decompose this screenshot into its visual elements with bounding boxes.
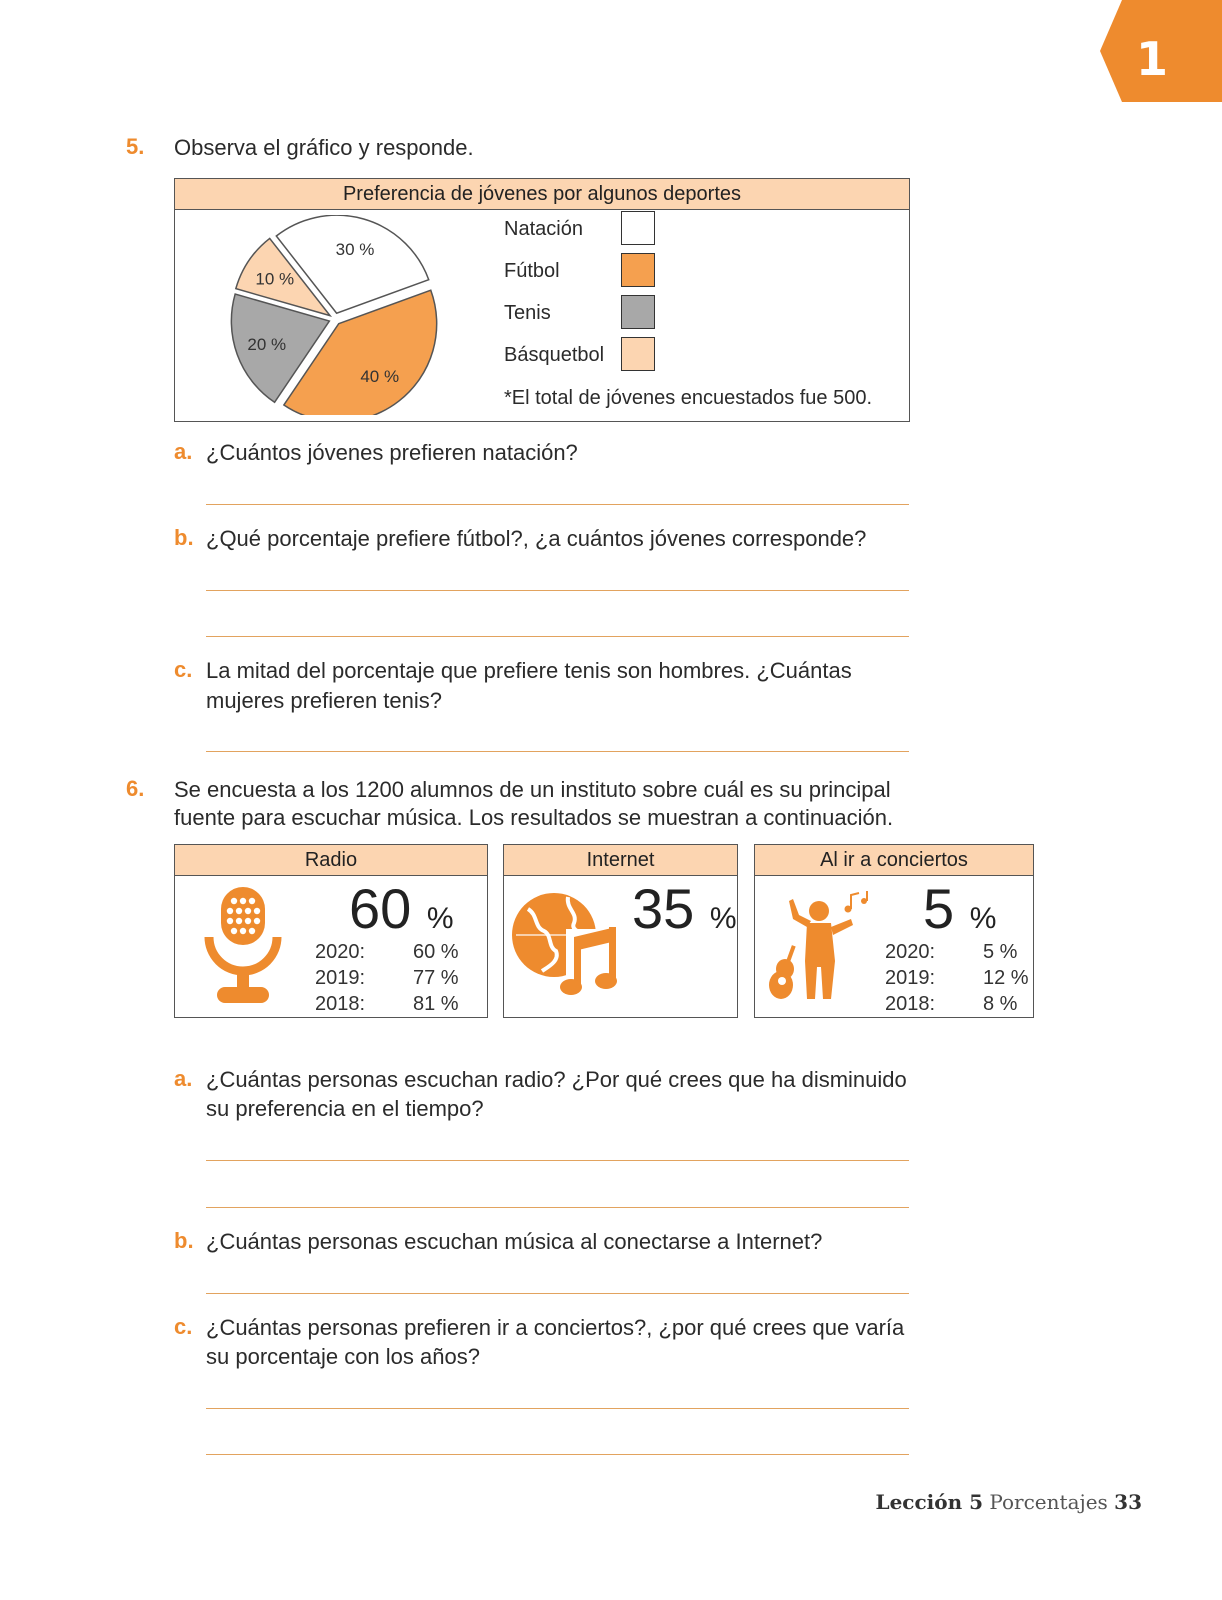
card-conciertos [754, 844, 1034, 1018]
card-radio-value: 60 % [413, 941, 459, 963]
answer-line[interactable] [206, 751, 909, 752]
pie-label-fútbol: 40 % [360, 367, 400, 387]
legend-swatch-natacion [621, 211, 655, 245]
card-internet [503, 844, 738, 1018]
card-radio-percent-value: 60 [349, 877, 412, 940]
answer-line[interactable] [206, 1293, 909, 1294]
question-6-number: 6. [126, 776, 145, 801]
globe-music-icon [508, 887, 624, 1003]
card-radio-year: 2020: [315, 941, 366, 963]
q6c-text-line2: su porcentaje con los años? [206, 1344, 480, 1369]
answer-line[interactable] [206, 1408, 909, 1409]
lesson-topic: Porcentajes [989, 1490, 1108, 1514]
legend-label-futbol: Fútbol [504, 260, 560, 282]
question-5-prompt: Observa el gráfico y responde. [174, 135, 474, 160]
unit-number: 1 [1135, 32, 1168, 86]
answer-line[interactable] [206, 504, 909, 505]
answer-line[interactable] [206, 1207, 909, 1208]
card-conciertos-title: Al ir a conciertos [755, 845, 1033, 876]
legend-label-basquetbol: Básquetbol [504, 344, 605, 366]
q5a-text: ¿Cuántos jóvenes prefieren natación? [206, 440, 578, 465]
card-radio-percent [349, 877, 454, 947]
pie-label-básquetbol: 10 % [255, 269, 295, 289]
q5b-letter: b. [174, 525, 194, 550]
question-6-line2: fuente para escuchar música. Los resultados se muestran a continuación. [174, 805, 894, 830]
chart-note: *El total de jóvenes encuestados fue 500. [504, 387, 873, 409]
card-conciertos-value: 8 % [983, 993, 1018, 1015]
card-conciertos-percent [923, 877, 997, 947]
percent-sign: % [969, 902, 997, 935]
q5c-text-line2: mujeres prefieren tenis? [206, 688, 443, 713]
q6a-text-line1: ¿Cuántas personas escuchan radio? ¿Por qué crees que ha disminuido [206, 1067, 907, 1092]
pie-label-natación: 30 % [335, 240, 375, 260]
legend-swatch-basquetbol [621, 337, 655, 371]
q6b-letter: b. [174, 1228, 194, 1253]
page-footer [876, 1490, 1143, 1514]
microphone-icon [203, 887, 283, 1007]
legend-label-tenis: Tenis [504, 302, 551, 324]
pie-chart-box [174, 178, 910, 422]
card-conciertos-year: 2020: [885, 941, 936, 963]
q6a-letter: a. [174, 1066, 193, 1091]
card-radio-title: Radio [175, 845, 487, 876]
card-conciertos-value: 12 % [983, 967, 1029, 989]
card-internet-percent-value: 35 [632, 877, 695, 940]
q5c-text-line1: La mitad del porcentaje que prefiere tenis son hombres. ¿Cuántas [206, 658, 852, 683]
card-radio-value: 81 % [413, 993, 459, 1015]
legend-swatch-futbol [621, 253, 655, 287]
q6a-text-line2: su preferencia en el tiempo? [206, 1096, 484, 1121]
answer-line[interactable] [206, 590, 909, 591]
q6b-text: ¿Cuántas personas escuchan música al conectarse a Internet? [206, 1229, 823, 1254]
question-6-line1: Se encuesta a los 1200 alumnos de un instituto sobre cuál es su principal [174, 777, 891, 802]
pie-label-tenis: 20 % [247, 334, 287, 354]
legend-label-natacion: Natación [504, 218, 583, 240]
card-conciertos-year: 2019: [885, 967, 936, 989]
q5c-letter: c. [174, 657, 193, 682]
card-radio-value: 77 % [413, 967, 459, 989]
q6c-letter: c. [174, 1314, 193, 1339]
answer-line[interactable] [206, 1454, 909, 1455]
legend-swatch-tenis [621, 295, 655, 329]
card-conciertos-percent-value: 5 [923, 877, 955, 940]
percent-sign: % [426, 902, 454, 935]
question-5-number: 5. [126, 134, 145, 159]
answer-line[interactable] [206, 1160, 909, 1161]
card-radio [174, 844, 488, 1018]
answer-line[interactable] [206, 636, 909, 637]
q5b-text: ¿Qué porcentaje prefiere fútbol?, ¿a cuántos jóvenes corresponde? [206, 526, 867, 551]
lesson-label: Lección 5 [875, 1490, 983, 1514]
percent-sign: % [709, 902, 737, 935]
q6c-text-line1: ¿Cuántas personas prefieren ir a conciertos?, ¿por qué crees que varía [206, 1315, 905, 1340]
chart-title: Preferencia de jóvenes por algunos deportes [175, 179, 909, 210]
card-internet-percent [632, 877, 737, 947]
q5a-letter: a. [174, 439, 193, 464]
card-radio-year: 2018: [315, 993, 366, 1015]
page-number: 33 [1114, 1490, 1142, 1514]
card-conciertos-value: 5 % [983, 941, 1018, 963]
pie-chart [215, 215, 455, 415]
card-internet-title: Internet [504, 845, 737, 876]
card-conciertos-year: 2018: [885, 993, 936, 1015]
card-radio-year: 2019: [315, 967, 366, 989]
guitar-singer-icon [763, 889, 873, 1001]
